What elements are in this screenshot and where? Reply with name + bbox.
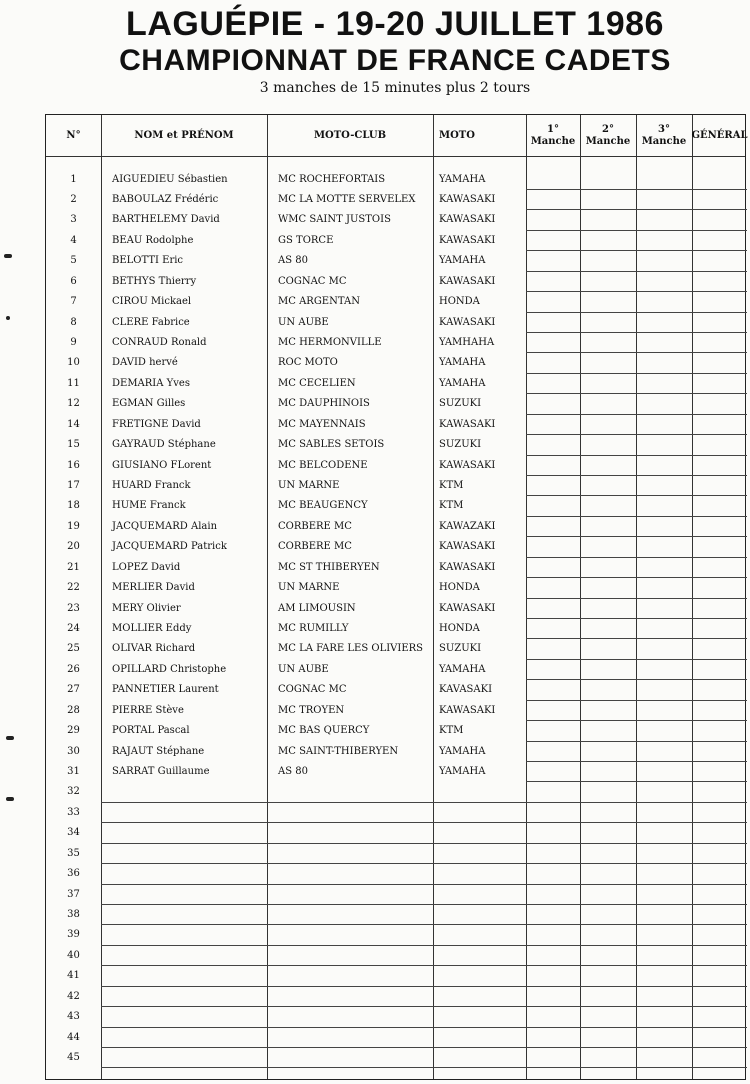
rider-name: CONRAUD Ronald [112, 336, 207, 348]
column-header-manche-3 [636, 115, 692, 156]
table-row [46, 864, 747, 884]
moto-club: MC SABLES SETOIS [278, 439, 385, 451]
rider-name: AIGUEDIEU Sébastien [112, 173, 228, 185]
table-row [46, 170, 747, 190]
row-number: 9 [70, 336, 77, 348]
column-header-manche-1 [526, 115, 580, 156]
moto-club: UN AUBE [278, 316, 329, 328]
row-number: 16 [67, 459, 80, 471]
row-number: 32 [67, 786, 80, 798]
table-row [46, 987, 747, 1007]
manche-3-label: Manche [641, 135, 687, 147]
row-number: 7 [70, 296, 77, 308]
moto-brand: YAMAHA [439, 173, 486, 185]
table-row [46, 660, 747, 680]
table-row [46, 190, 747, 210]
table-row [46, 1048, 747, 1068]
row-number: 35 [67, 847, 80, 859]
moto-club: MC DAUPHINOIS [278, 398, 370, 410]
moto-brand: SUZUKI [439, 398, 482, 410]
moto-brand: KAWASAKI [439, 214, 496, 226]
rider-name: BELOTTI Eric [112, 255, 184, 267]
row-number: 38 [67, 908, 80, 920]
table-row [46, 558, 747, 578]
moto-brand: YAMAHA [439, 745, 486, 757]
row-number: 37 [67, 888, 80, 900]
table-row [46, 251, 747, 271]
moto-club: AM LIMOUSIN [278, 602, 356, 614]
table-row [46, 599, 747, 619]
row-number: 19 [67, 520, 80, 532]
rider-name: OLIVAR Richard [112, 643, 196, 655]
rider-name: MERLIER David [112, 582, 195, 594]
moto-club: WMC SAINT JUSTOIS [278, 214, 391, 226]
rider-name: MOLLIER Eddy [112, 622, 192, 634]
table-row [46, 210, 747, 230]
table-row [46, 639, 747, 659]
row-number: 15 [67, 439, 80, 451]
moto-brand: KAWASAKI [439, 561, 496, 573]
row-number: 12 [67, 398, 80, 410]
table-row [46, 353, 747, 373]
rider-name: GIUSIANO FLorent [112, 459, 212, 471]
table-row [46, 1007, 747, 1027]
rider-name: BABOULAZ Frédéric [112, 193, 219, 205]
column-header-general: GÉNÉRAL [691, 129, 748, 141]
moto-club: COGNAC MC [278, 275, 347, 287]
row-number: 4 [70, 234, 77, 246]
moto-club: MC ARGENTAN [278, 296, 360, 308]
moto-brand: KAWASAKI [439, 193, 496, 205]
rider-name: FRETIGNE David [112, 418, 201, 430]
rider-name: PORTAL Pascal [112, 725, 190, 737]
table-row [46, 374, 747, 394]
moto-brand: YAMAHA [439, 765, 486, 777]
moto-brand: YAMHAHA [439, 336, 495, 348]
manche-2-label: Manche [585, 135, 631, 147]
row-number: 41 [67, 970, 80, 982]
table-row [46, 925, 747, 945]
row-number: 36 [67, 868, 80, 880]
row-number: 31 [67, 765, 80, 777]
moto-brand: KAWASAKI [439, 704, 496, 716]
moto-club: COGNAC MC [278, 684, 347, 696]
rider-name: PANNETIER Laurent [112, 684, 219, 696]
rider-name: SARRAT Guillaume [112, 765, 210, 777]
table-row [46, 680, 747, 700]
table-row [46, 721, 747, 741]
row-number: 2 [70, 193, 77, 205]
table-row [46, 701, 747, 721]
moto-club: MC HERMONVILLE [278, 336, 382, 348]
rider-name: CIROU Mickael [112, 296, 192, 308]
moto-brand: KTM [439, 500, 464, 512]
moto-brand: KAWASAKI [439, 418, 496, 430]
moto-brand: YAMAHA [439, 255, 486, 267]
rider-name: LOPEZ David [112, 561, 181, 573]
punch-mark [6, 736, 14, 740]
rider-name: BEAU Rodolphe [112, 234, 194, 246]
manche-1-label: Manche [530, 135, 576, 147]
row-number: 29 [67, 725, 80, 737]
row-number: 27 [67, 684, 80, 696]
table-row [46, 966, 747, 986]
moto-club: UN AUBE [278, 663, 329, 675]
moto-club: MC RUMILLY [278, 622, 349, 634]
results-table [45, 114, 746, 1080]
row-number: 25 [67, 643, 80, 655]
row-number: 8 [70, 316, 77, 328]
column-header-number: N° [66, 129, 81, 141]
moto-club: MC BELCODENE [278, 459, 368, 471]
moto-brand: KAWAZAKI [439, 520, 496, 532]
page-subtitle: CHAMPIONNAT DE FRANCE CADETS [119, 44, 671, 77]
table-row [46, 272, 747, 292]
moto-brand: YAMAHA [439, 377, 486, 389]
rider-name: CLERE Fabrice [112, 316, 190, 328]
table-row [46, 946, 747, 966]
moto-club: MC BEAUGENCY [278, 500, 368, 512]
table-row [46, 537, 747, 557]
rider-name: MERY Olivier [112, 602, 181, 614]
moto-club: UN MARNE [278, 582, 340, 594]
moto-brand: KAWASAKI [439, 602, 496, 614]
moto-club: AS 80 [278, 765, 308, 777]
table-row [46, 394, 747, 414]
manche-1-number: 1° [547, 123, 559, 135]
row-number: 40 [67, 949, 80, 961]
moto-club: MC TROYEN [278, 704, 345, 716]
table-row [46, 415, 747, 435]
punch-mark [6, 797, 14, 801]
moto-brand: KAWASAKI [439, 234, 496, 246]
rider-name: PIERRE Stève [112, 704, 184, 716]
race-format-note: 3 manches de 15 minutes plus 2 tours [259, 80, 531, 96]
moto-club: MC LA MOTTE SERVELEX [278, 193, 416, 205]
rider-name: OPILLARD Christophe [112, 663, 227, 675]
moto-brand: KAWASAKI [439, 316, 496, 328]
moto-brand: KAVASAKI [439, 684, 493, 696]
table-row [46, 762, 747, 782]
moto-brand: HONDA [439, 582, 480, 594]
table-row [46, 231, 747, 251]
table-row [46, 435, 747, 455]
moto-brand: SUZUKI [439, 439, 482, 451]
row-number: 20 [67, 541, 80, 553]
row-number: 5 [70, 255, 77, 267]
row-number: 22 [67, 582, 80, 594]
rider-name: GAYRAUD Stéphane [112, 439, 216, 451]
row-number: 6 [70, 275, 77, 287]
row-number: 1 [70, 173, 77, 185]
moto-brand: KTM [439, 479, 464, 491]
rider-name: HUARD Franck [112, 479, 191, 491]
column-header-name: NOM et PRÉNOM [134, 129, 234, 141]
row-number: 23 [67, 602, 80, 614]
rider-name: HUME Franck [112, 500, 186, 512]
column-header-moto: MOTO [439, 129, 475, 141]
rider-name: JACQUEMARD Alain [112, 520, 218, 532]
moto-club: MC LA FARE LES OLIVIERS [278, 643, 424, 655]
moto-club: GS TORCE [278, 234, 334, 246]
row-rule [101, 1067, 747, 1068]
moto-club: UN MARNE [278, 479, 340, 491]
row-number: 10 [67, 357, 80, 369]
table-row [46, 496, 747, 516]
moto-club: ROC MOTO [278, 357, 338, 369]
table-row [46, 313, 747, 333]
moto-brand: KAWASAKI [439, 459, 496, 471]
table-row [46, 782, 747, 802]
manche-3-number: 3° [658, 123, 670, 135]
column-header-manche-2 [580, 115, 636, 156]
moto-club: MC ROCHEFORTAIS [278, 173, 386, 185]
row-number: 42 [67, 990, 80, 1002]
column-header-club: MOTO-CLUB [313, 129, 387, 141]
table-row [46, 1028, 747, 1048]
rider-name: DAVID hervé [112, 357, 178, 369]
moto-brand: KTM [439, 725, 464, 737]
moto-brand: YAMAHA [439, 357, 486, 369]
table-row [46, 292, 747, 312]
row-number: 28 [67, 704, 80, 716]
table-row [46, 803, 747, 823]
moto-brand: YAMAHA [439, 663, 486, 675]
row-number: 30 [67, 745, 80, 757]
row-number: 3 [70, 214, 77, 226]
page-title: LAGUÉPIE - 19-20 JUILLET 1986 [126, 5, 664, 43]
moto-club: CORBERE MC [278, 541, 352, 553]
row-number: 43 [67, 1011, 80, 1023]
rider-name: BETHYS Thierry [112, 275, 197, 287]
table-row [46, 333, 747, 353]
table-row [46, 844, 747, 864]
row-number: 18 [67, 500, 80, 512]
table-row [46, 905, 747, 925]
table-row [46, 476, 747, 496]
moto-club: MC ST THIBERYEN [278, 561, 380, 573]
moto-brand: KAWASAKI [439, 275, 496, 287]
table-row [46, 619, 747, 639]
row-number: 34 [67, 827, 80, 839]
table-row [46, 742, 747, 762]
row-number: 17 [67, 479, 80, 491]
header-divider [46, 156, 745, 157]
row-number: 33 [67, 806, 80, 818]
row-number: 24 [67, 622, 80, 634]
table-row [46, 823, 747, 843]
rider-name: BARTHELEMY David [112, 214, 220, 226]
punch-mark [4, 254, 12, 258]
moto-club: MC SAINT-THIBERYEN [278, 745, 399, 757]
row-number: 14 [67, 418, 80, 430]
rider-name: JACQUEMARD Patrick [112, 541, 227, 553]
moto-club: MC MAYENNAIS [278, 418, 366, 430]
row-number: 21 [67, 561, 80, 573]
rider-name: RAJAUT Stéphane [112, 745, 205, 757]
rider-name: DEMARIA Yves [112, 377, 190, 389]
moto-brand: HONDA [439, 622, 480, 634]
row-number: 26 [67, 663, 80, 675]
rider-name: EGMAN Gilles [112, 398, 186, 410]
moto-club: MC CECELIEN [278, 377, 356, 389]
moto-brand: KAWASAKI [439, 541, 496, 553]
table-row [46, 578, 747, 598]
row-number: 11 [67, 377, 80, 389]
row-number: 39 [67, 929, 80, 941]
row-number: 44 [67, 1031, 80, 1043]
row-number: 45 [67, 1051, 80, 1063]
moto-brand: HONDA [439, 296, 480, 308]
moto-club: CORBERE MC [278, 520, 352, 532]
table-row [46, 517, 747, 537]
moto-club: AS 80 [278, 255, 308, 267]
moto-brand: SUZUKI [439, 643, 482, 655]
table-row [46, 456, 747, 476]
punch-mark [6, 316, 10, 320]
moto-club: MC BAS QUERCY [278, 725, 370, 737]
manche-2-number: 2° [602, 123, 614, 135]
table-row [46, 885, 747, 905]
